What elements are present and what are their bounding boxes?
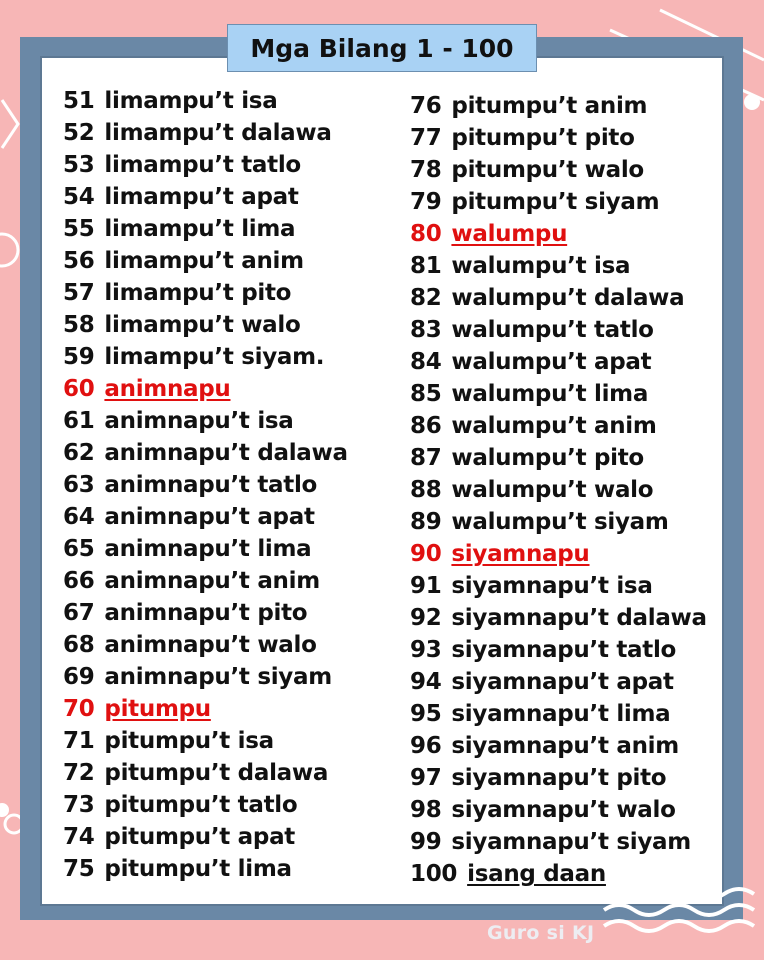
number-row [410, 634, 707, 666]
number-list-left [63, 85, 348, 885]
number-row [410, 506, 707, 538]
number-row [410, 410, 707, 442]
ring-shape-left [0, 234, 18, 266]
number-row [410, 186, 707, 218]
number-word: limampu’t dalawa [104, 120, 332, 146]
number-word: animnapu’t anim [104, 568, 320, 594]
number-word: siyamnapu’t siyam [451, 829, 691, 855]
number-word: pitumpu’t isa [104, 728, 274, 754]
number-row [63, 405, 348, 437]
number-row [410, 154, 707, 186]
number-row [63, 341, 348, 373]
number-digit: 82 [410, 285, 442, 311]
number-digit: 74 [63, 824, 95, 850]
wave-decoration [594, 880, 764, 940]
number-digit: 99 [410, 829, 442, 855]
number-row [63, 149, 348, 181]
number-row [63, 725, 348, 757]
number-row [410, 122, 707, 154]
number-word: animnapu’t isa [104, 408, 294, 434]
number-row [410, 602, 707, 634]
number-word: limampu’t tatlo [104, 152, 301, 178]
number-row [410, 826, 707, 858]
number-word: siyamnapu’t walo [451, 797, 676, 823]
number-row [410, 218, 707, 250]
number-word: animnapu’t siyam [104, 664, 332, 690]
author-credit: Guro si KJ [487, 922, 595, 944]
dot-shape-left [0, 803, 9, 817]
number-word: siyamnapu [451, 541, 590, 567]
number-digit: 69 [63, 664, 95, 690]
number-word: limampu’t anim [104, 248, 304, 274]
number-digit: 62 [63, 440, 95, 466]
number-digit: 87 [410, 445, 442, 471]
number-digit: 95 [410, 701, 442, 727]
number-row [410, 378, 707, 410]
number-word: walumpu’t dalawa [451, 285, 685, 311]
number-row [410, 346, 707, 378]
number-row [63, 629, 348, 661]
number-row [63, 117, 348, 149]
number-row [63, 469, 348, 501]
number-word: limampu’t lima [104, 216, 296, 242]
number-word: siyamnapu’t tatlo [451, 637, 677, 663]
number-word: siyamnapu’t apat [451, 669, 674, 695]
number-word: walumpu’t tatlo [451, 317, 654, 343]
number-word: limampu’t siyam. [104, 344, 325, 370]
number-row [63, 277, 348, 309]
number-word: animnapu’t apat [104, 504, 315, 530]
number-digit: 63 [63, 472, 95, 498]
number-row [63, 757, 348, 789]
dot-shape-right [744, 94, 760, 110]
number-word: siyamnapu’t anim [451, 733, 679, 759]
number-word: isang daan [467, 861, 606, 887]
number-digit: 90 [410, 541, 442, 567]
number-word: walumpu [451, 221, 568, 247]
number-digit: 98 [410, 797, 442, 823]
number-row [63, 597, 348, 629]
number-digit: 84 [410, 349, 442, 375]
number-word: limampu’t isa [104, 88, 278, 114]
number-word: pitumpu [104, 696, 211, 722]
number-digit: 85 [410, 381, 442, 407]
number-digit: 66 [63, 568, 95, 594]
number-word: animnapu’t lima [104, 536, 312, 562]
number-row [63, 821, 348, 853]
number-word: animnapu’t dalawa [104, 440, 348, 466]
number-digit: 81 [410, 253, 442, 279]
number-digit: 88 [410, 477, 442, 503]
number-digit: 75 [63, 856, 95, 882]
number-digit: 79 [410, 189, 442, 215]
number-digit: 64 [63, 504, 95, 530]
number-word: walumpu’t siyam [451, 509, 669, 535]
number-row [63, 245, 348, 277]
number-word: pitumpu’t siyam [451, 189, 660, 215]
number-row [63, 85, 348, 117]
number-row [410, 282, 707, 314]
chevron-left-shape [2, 100, 18, 148]
number-digit: 76 [410, 93, 442, 119]
number-row [63, 693, 348, 725]
number-row [410, 474, 707, 506]
number-digit: 71 [63, 728, 95, 754]
number-digit: 83 [410, 317, 442, 343]
number-row [63, 437, 348, 469]
number-row [410, 570, 707, 602]
number-word: walumpu’t walo [451, 477, 654, 503]
number-digit: 59 [63, 344, 95, 370]
number-list-right [410, 90, 707, 890]
number-digit: 54 [63, 184, 95, 210]
number-row [410, 698, 707, 730]
number-digit: 72 [63, 760, 95, 786]
number-word: pitumpu’t lima [104, 856, 292, 882]
page-title [227, 24, 537, 72]
number-row [410, 90, 707, 122]
number-word: walumpu’t lima [451, 381, 649, 407]
number-row [63, 533, 348, 565]
number-digit: 58 [63, 312, 95, 338]
number-word: walumpu’t isa [451, 253, 631, 279]
number-row [410, 442, 707, 474]
number-word: limampu’t apat [104, 184, 299, 210]
number-word: walumpu’t apat [451, 349, 652, 375]
number-word: pitumpu’t anim [451, 93, 648, 119]
number-word: siyamnapu’t pito [451, 765, 667, 791]
number-digit: 67 [63, 600, 95, 626]
number-word: walumpu’t anim [451, 413, 657, 439]
number-row [410, 314, 707, 346]
number-digit: 65 [63, 536, 95, 562]
number-digit: 89 [410, 509, 442, 535]
number-row [63, 789, 348, 821]
number-word: walumpu’t pito [451, 445, 644, 471]
number-digit: 86 [410, 413, 442, 439]
number-digit: 91 [410, 573, 442, 599]
number-word: animnapu [104, 376, 231, 402]
number-word: pitumpu’t apat [104, 824, 295, 850]
number-digit: 100 [410, 861, 458, 887]
number-word: siyamnapu’t lima [451, 701, 671, 727]
number-word: limampu’t walo [104, 312, 301, 338]
number-digit: 92 [410, 605, 442, 631]
number-row [63, 853, 348, 885]
number-row [63, 181, 348, 213]
number-digit: 53 [63, 152, 95, 178]
number-word: siyamnapu’t isa [451, 573, 653, 599]
number-digit: 56 [63, 248, 95, 274]
number-digit: 94 [410, 669, 442, 695]
number-word: pitumpu’t walo [451, 157, 644, 183]
number-word: pitumpu’t pito [451, 125, 635, 151]
number-digit: 73 [63, 792, 95, 818]
number-row [63, 213, 348, 245]
number-row [410, 794, 707, 826]
number-digit: 97 [410, 765, 442, 791]
number-digit: 80 [410, 221, 442, 247]
number-digit: 68 [63, 632, 95, 658]
number-digit: 51 [63, 88, 95, 114]
number-digit: 70 [63, 696, 95, 722]
number-digit: 77 [410, 125, 442, 151]
number-digit: 93 [410, 637, 442, 663]
number-row [410, 762, 707, 794]
number-row [410, 250, 707, 282]
page-title-text: Mga Bilang 1 - 100 [250, 33, 514, 63]
number-digit: 60 [63, 376, 95, 402]
number-digit: 78 [410, 157, 442, 183]
number-row [63, 565, 348, 597]
number-digit: 55 [63, 216, 95, 242]
number-row [63, 309, 348, 341]
number-word: pitumpu’t dalawa [104, 760, 329, 786]
number-word: animnapu’t tatlo [104, 472, 318, 498]
number-digit: 61 [63, 408, 95, 434]
number-digit: 57 [63, 280, 95, 306]
number-word: pitumpu’t tatlo [104, 792, 298, 818]
number-digit: 52 [63, 120, 95, 146]
number-row [410, 666, 707, 698]
number-digit: 96 [410, 733, 442, 759]
number-row [410, 538, 707, 570]
number-row [63, 501, 348, 533]
number-word: animnapu’t pito [104, 600, 308, 626]
number-row [63, 373, 348, 405]
number-row [63, 661, 348, 693]
number-word: animnapu’t walo [104, 632, 317, 658]
number-row [410, 730, 707, 762]
number-word: limampu’t pito [104, 280, 292, 306]
number-word: siyamnapu’t dalawa [451, 605, 707, 631]
